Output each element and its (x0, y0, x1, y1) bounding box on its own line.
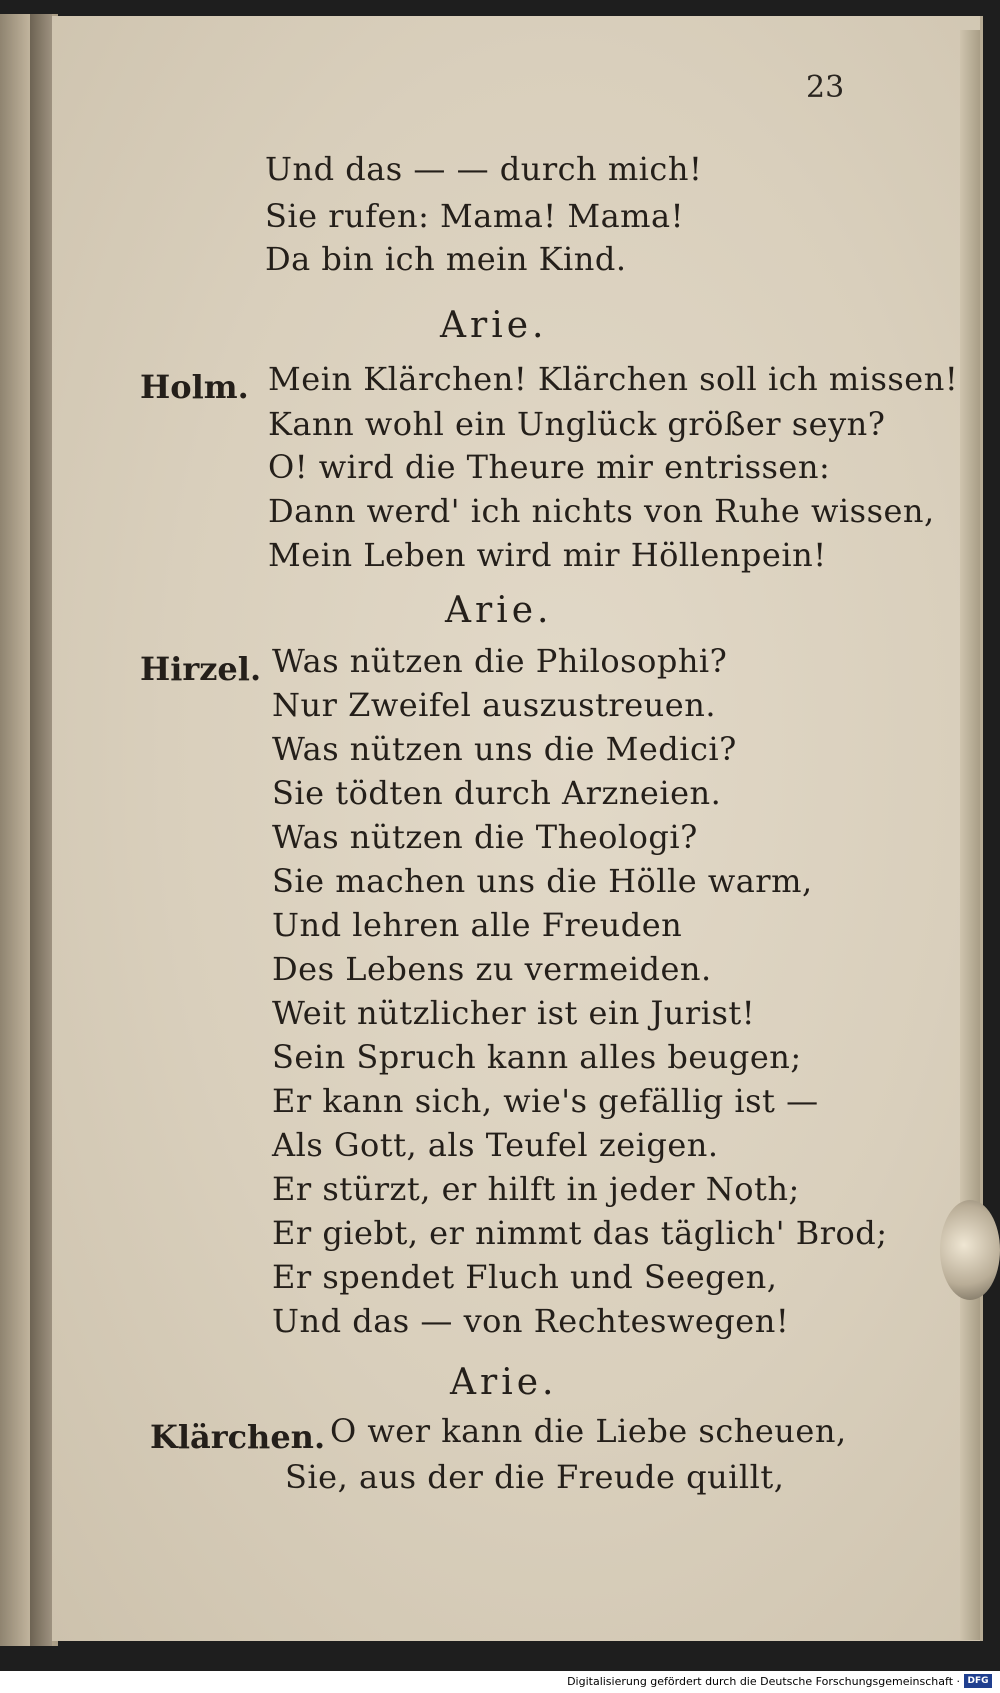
verse-line: Mein Klärchen! Klärchen soll ich missen! (268, 360, 959, 398)
verse-line: Er giebt, er nimmt das täglich' Brod; (272, 1214, 888, 1252)
aria-heading: Arie. (450, 1362, 558, 1403)
verse-line: Und lehren alle Freuden (272, 906, 683, 944)
verse-line: Sie rufen: Mama! Mama! (265, 197, 684, 235)
aria-heading: Arie. (445, 590, 553, 631)
book-gutter (30, 14, 52, 1646)
speaker-name: Hirzel. (140, 650, 262, 688)
verse-line: Und das — von Rechteswegen! (272, 1302, 790, 1340)
verse-line: Sie, aus der die Freude quillt, (285, 1458, 785, 1496)
speaker-name: Klärchen. (150, 1418, 326, 1456)
speaker-name: Holm. (140, 368, 249, 406)
verse-line: Kann wohl ein Unglück größer seyn? (268, 405, 886, 443)
verse-line: Sie tödten durch Arzneien. (272, 774, 722, 812)
verse-line: O! wird die Theure mir entrissen: (268, 448, 831, 486)
verse-line: Er spendet Fluch und Seegen, (272, 1258, 778, 1296)
verse-line: Was nützen die Philosophi? (272, 642, 728, 680)
verse-line: Weit nützlicher ist ein Jurist! (272, 994, 756, 1032)
verse-line: Des Lebens zu vermeiden. (272, 950, 712, 988)
verse-line: Er kann sich, wie's gefällig ist — (272, 1082, 819, 1120)
right-page-edge (960, 30, 980, 1640)
dfg-logo: DFG (964, 1674, 992, 1688)
verse-line: Dann werd' ich nichts von Ruhe wissen, (268, 492, 935, 530)
verse-line: Sein Spruch kann alles beugen; (272, 1038, 802, 1076)
verse-line: Da bin ich mein Kind. (265, 240, 627, 278)
page-number: 23 (806, 70, 845, 105)
verse-line: Sie machen uns die Hölle warm, (272, 862, 813, 900)
verse-line: Nur Zweifel auszustreuen. (272, 686, 716, 724)
verse-line: Was nützen uns die Medici? (272, 730, 737, 768)
verse-line: Er stürzt, er hilft in jeder Noth; (272, 1170, 800, 1208)
verse-line: Was nützen die Theologi? (272, 818, 698, 856)
verse-line: Und das — — durch mich! (265, 150, 703, 188)
verse-line: Als Gott, als Teufel zeigen. (272, 1126, 719, 1164)
page-clip (940, 1200, 1000, 1300)
verse-line: Mein Leben wird mir Höllenpein! (268, 536, 827, 574)
aria-heading: Arie. (440, 305, 548, 346)
footer-credit: Digitalisierung gefördert durch die Deutsche Forschungsgemeinschaft · (567, 1675, 960, 1688)
verse-line: O wer kann die Liebe scheuen, (330, 1412, 847, 1450)
